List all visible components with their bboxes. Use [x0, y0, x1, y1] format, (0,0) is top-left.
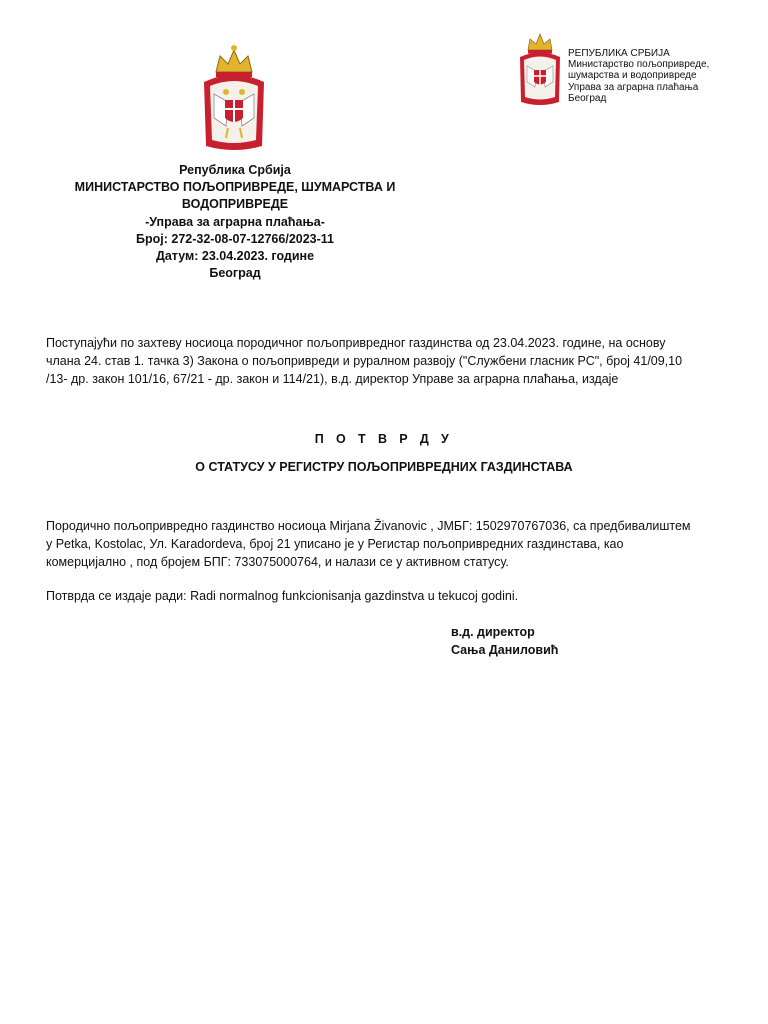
header-country: Република Србија: [179, 163, 291, 177]
header-date: Датум: 23.04.2023. године: [155, 249, 315, 264]
intro-paragraph: [46, 334, 726, 388]
intro-line: Поступајући по захтеву носиоца породичног пољопривредног газдинства од 23.04.2023. године, на основу: [46, 336, 666, 350]
intro-line: члана 24. став 1. тачка 3) Закона о пољопривреди и руралном развоју ("Службени гласник РС", број 41/09,10: [46, 354, 683, 368]
document-subtitle: О СТАТУСУ У РЕГИСТРУ ПОЉОПРИВРЕДНИХ ГАЗДИНСТАВА: [195, 460, 573, 474]
signature-role: в.д. директор: [451, 625, 535, 639]
header-city: Београд: [209, 266, 261, 281]
right-header-lines: [568, 48, 753, 104]
coat-of-arms-icon: [198, 42, 270, 154]
status-line: Породично пољопривредно газдинство носиоца Mirjana Živanovic , ЈМБГ: 1502970767036, са предбивалиштем: [46, 519, 691, 533]
right-header: [516, 30, 746, 110]
status-line: комерцијално , под бројем БПГ: 733075000764, и налази се у активном статусу.: [46, 555, 509, 569]
right-header-country: РЕПУБЛИКА СРБИЈА: [568, 48, 670, 59]
header-department: -Управа за аграрна плаћања-: [145, 214, 325, 229]
document-title: П О Т В Р Д У: [314, 432, 454, 446]
right-header-city: Београд: [568, 92, 607, 104]
purpose-paragraph: [46, 587, 726, 605]
header-reference-number: Број: 272-32-08-07-12766/2023-11: [136, 231, 334, 246]
right-header-ministry-line2: шумарства и водопривреде: [568, 70, 697, 82]
right-header-department: Управа за аграрна плаћања: [568, 81, 699, 93]
signature-block: [451, 624, 558, 659]
signature-name: Сања Даниловић: [451, 642, 559, 657]
intro-line: /13- др. закон 101/16, 67/21 - др. закон и 114/21), в.д. директор Управе за аграрна плаћања, издаје: [46, 372, 619, 386]
coat-of-arms-small-icon: [516, 30, 564, 108]
status-paragraph: [46, 517, 726, 571]
status-line: у Petka, Kostolac, Ул. Karadordeva, број 21 уписано је у Регистар пољопривредних газдинстава, као: [46, 537, 624, 551]
header-ministry-line2: ВОДОПРИВРЕДЕ: [181, 197, 289, 212]
header-ministry-line1: МИНИСТАРСТВО ПОЉОПРИВРЕДЕ, ШУМАРСТВА И: [74, 180, 396, 195]
right-header-ministry-line1: Министарство пољопривреде,: [568, 59, 710, 71]
left-header-lines: [40, 162, 430, 282]
purpose-line: Потврда се издаје ради: Radi normalnog funkcionisanja gazdinstva u tekucoj godini.: [46, 589, 519, 603]
